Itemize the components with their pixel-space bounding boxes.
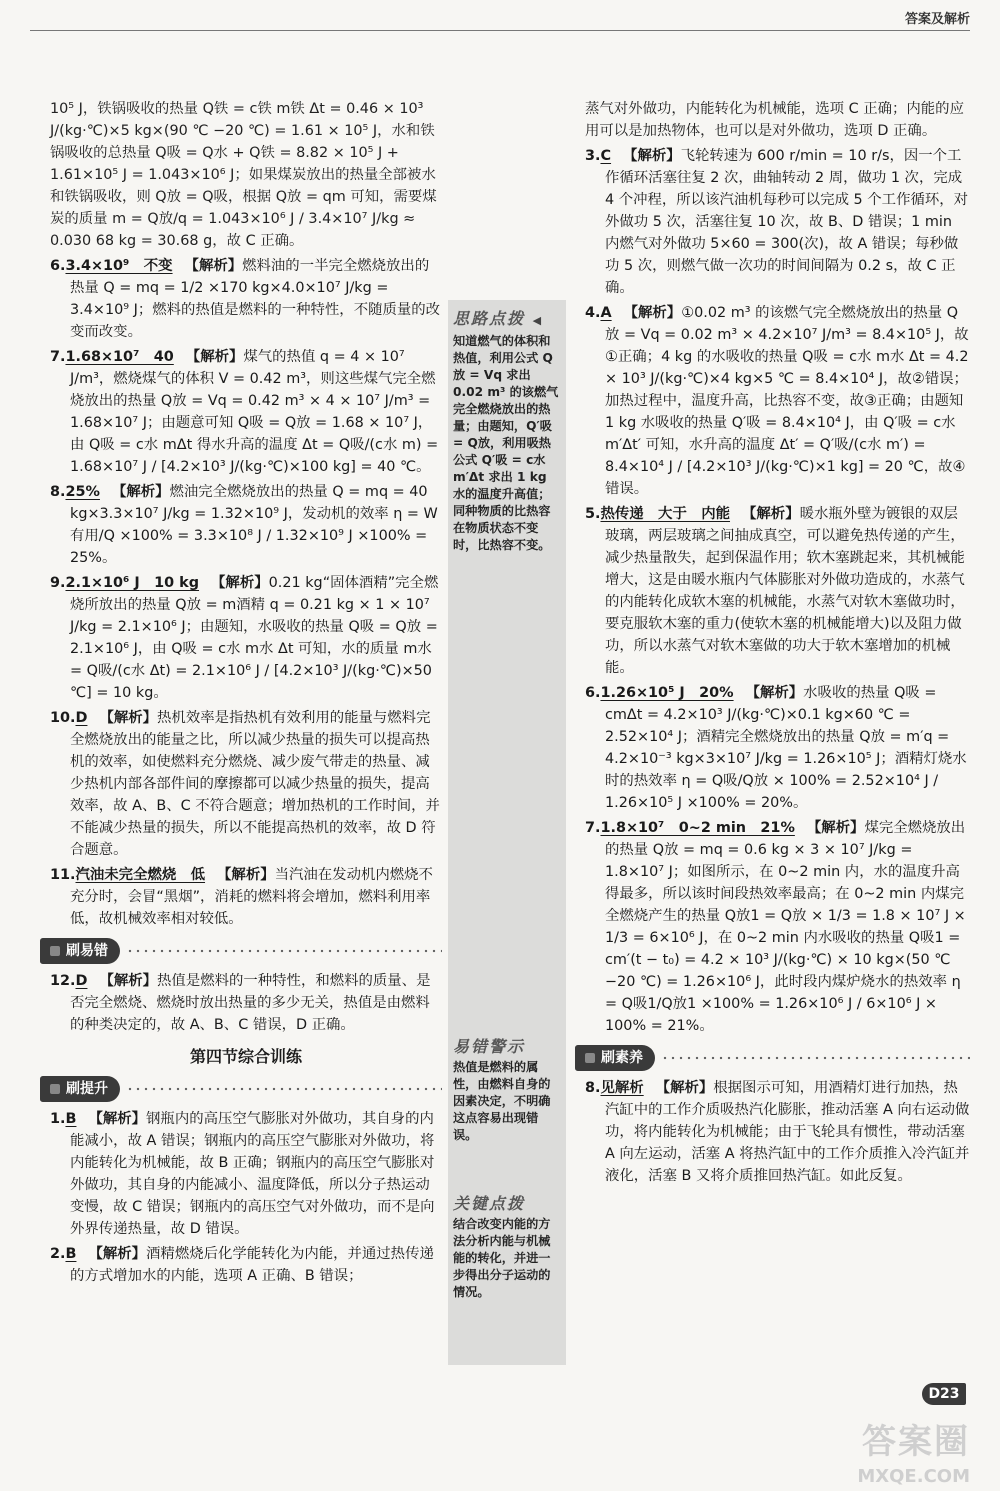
question-item (585, 302, 970, 500)
band-tisheng (40, 1076, 442, 1102)
analysis-tag: 【解析】 (185, 349, 244, 365)
note-guanjian-text: 结合改变内能的方法分析内能与机械能的转化，并进一步得出分子运动的情况。 (453, 1217, 551, 1299)
question-number: 1. (50, 1111, 66, 1127)
header-rule (30, 30, 970, 31)
analysis-text: 热机效率是指热机有效利用的能量与燃料完全燃烧放出的能量之比，所以减少热量的损失可以提高热机的效率，如使燃料充分燃烧、减少废气带走的热量、减少热机内部各部件间的摩擦都可以减少热量的损失，提高效率，故 A、B、C 不符合题意；增加热机的工作时间，并不能减少热量的损失，所以不能提高热机的效率，故 D 符合题意。 (70, 710, 440, 858)
analysis-tag: 【解析】 (742, 506, 800, 522)
band-icon (585, 1053, 595, 1063)
analysis-tag: 【解析】 (623, 148, 681, 164)
question-number: 11. (50, 867, 76, 883)
question-item (50, 1108, 442, 1240)
question-answer: 1.68×10⁷ 40 (65, 349, 174, 365)
question-number: 6. (585, 685, 601, 701)
note-guanjian-title: 关键点拨 (453, 1194, 526, 1213)
question-number: 12. (50, 973, 76, 989)
analysis-text: 根据图示可知，用酒精灯进行加热，热汽缸中的工作介质吸热汽化膨胀，推动活塞 A 向右运动做功，将内能转化为机械能；由于飞轮具有惯性，带动活塞 A 向左运动，活塞 A 将热汽缸中的工作介质推入冷汽缸并液化，活塞 B 又将介质推回热汽缸。如此反复。 (605, 1080, 970, 1184)
page-number: D23 (922, 1383, 966, 1405)
analysis-text: 水吸收的热量 Q吸 = cmΔt = 4.2×10³ J/(kg·℃)×0.1 kg×60 ℃ = 2.52×10⁴ J；酒精完全燃烧放出的热量 Q放 = m′q = 4.2×10⁻³ kg×3×10⁷ J/kg = 1.26×10⁵ J；酒精灯烧水时的热效率 η = Q吸/Q放 × 100% = 2.52×10⁴ J / 1.26×10⁵ J ×100% = 20%。 (605, 685, 967, 811)
band-dots (126, 949, 442, 953)
question-answer: 2.1×10⁶ J 10 kg (65, 575, 200, 591)
question-answer: 汽油未完全燃烧 低 (75, 867, 206, 883)
right-question-list-2 (585, 1077, 970, 1187)
band-dots (126, 1087, 442, 1091)
question-answer: A (600, 305, 612, 321)
note-yicuo-title: 易错警示 (453, 1037, 526, 1056)
note-silu-text: 知道燃气的体积和热值，利用公式 Q放 = Vq 求出 0.02 m³ 的该燃气完全燃烧放出的热量；由题知，Q′吸 = Q放，利用吸热公式 Q′吸 = c水 m′Δt 求出 1 kg 水的温度升高值；同种物质的比热容在物质状态不变时，比热容不变。 (453, 334, 559, 552)
question-item (585, 503, 970, 679)
band-suyang-label: 刷素养 (575, 1045, 655, 1071)
analysis-tag: 【解析】 (99, 973, 158, 989)
question-number: 8. (50, 484, 66, 500)
analysis-text: 煤完全燃烧放出的热量 Q放 = mq = 0.6 kg × 3 × 10⁷ J/kg = 1.8×10⁷ J；如图所示，在 0~2 min 内，水的温度升高得最多，所以该时间段热效率最高；在 0~2 min 内煤完全燃烧产生的热量 Q放1 = Q放 × 1/3 = 1.8 × 10⁷ J × 1/3 = 6×10⁶ J，在 0~2 min 内水吸收的热量 Q吸1 = cm′(t − t₀) = 4.2 × 10³ J/(kg·℃) × 10 kg×(50 ℃ −20 ℃) = 1.26×10⁶ J，此时段内煤炉烧水的热效率 η = Q吸1/Q放1 ×100% = 1.26×10⁶ J / 6×10⁶ J × 100% = 21%。 (605, 820, 966, 1034)
question-answer: 25% (65, 484, 100, 500)
analysis-tag: 【解析】 (211, 575, 269, 591)
band-tisheng-label: 刷提升 (40, 1076, 120, 1102)
question-answer: D (75, 973, 88, 989)
question-number: 7. (50, 349, 66, 365)
band-dots (661, 1056, 970, 1060)
analysis-text: 暖水瓶外壁为镀银的双层玻璃，两层玻璃之间抽成真空，可以避免热传递的产生，减少热量散失，起到保温作用；软木塞跳起来，其机械能增大，这是由暖水瓶内气体膨胀对外做功造成的，水蒸气的内能转化成软木塞的机械能，水蒸气对软木塞做功时，要克服软木塞的重力(使软木塞的机械能增大)以及阻力做功，所以水蒸气对软木塞做的功大于软木塞增加的机械能。 (605, 506, 965, 676)
left-question-list (50, 255, 442, 930)
analysis-tag: 【解析】 (217, 867, 275, 883)
question-number: 5. (585, 506, 601, 522)
note-yicuo (453, 1038, 561, 1144)
right-column (585, 98, 970, 1190)
analysis-text: 钢瓶内的高压空气膨胀对外做功，其自身的内能减小，故 A 错误；钢瓶内的高压空气膨胀对外做功，将内能转化为机械能，故 B 正确；钢瓶内的高压空气膨胀对外做功，其自身的内能减小、温度降低，所以分子热运动变慢，故 C 错误；钢瓶内的高压空气对外做功，而不是向外界传递热量，故 D 错误。 (70, 1111, 435, 1237)
header-title: 答案及解析 (904, 12, 970, 27)
right-question-list (585, 145, 970, 1037)
section-title: 第四节综合训练 (189, 1047, 302, 1066)
question-item (50, 970, 442, 1036)
analysis-tag: 【解析】 (623, 305, 682, 321)
note-silu (453, 310, 561, 554)
question-item (585, 817, 970, 1037)
question-answer: 1.26×10⁵ J 20% (600, 685, 734, 701)
question-answer: 见解析 (600, 1080, 644, 1096)
analysis-text: 酒精燃烧后化学能转化为内能，并通过热传递的方式增加水的内能，选项 A 正确、B 错误； (70, 1246, 434, 1284)
question-answer: C (600, 148, 612, 164)
question-item (50, 707, 442, 861)
question-item (50, 346, 442, 478)
left-question-list-2 (50, 970, 442, 1036)
watermark-logo: 答案圈 (862, 1422, 970, 1462)
question-number: 6. (50, 258, 66, 274)
question-item (50, 864, 442, 930)
left-question-list-3 (50, 1108, 442, 1287)
band-icon (50, 946, 60, 956)
analysis-text: 燃油完全燃烧放出的热量 Q = mq = 40 kg×3.3×10⁷ J/kg = 1.32×10⁹ J，发动机的效率 η = W有用/Q ×100% = 3.3×10⁸ J / 1.32×10⁹ J ×100% = 25%。 (70, 484, 438, 566)
question-item (50, 1243, 442, 1287)
question-answer: 3.4×10⁹ 不变 (65, 258, 173, 274)
question-number: 7. (585, 820, 601, 836)
question-item (585, 682, 970, 814)
analysis-tag: 【解析】 (88, 1246, 147, 1262)
analysis-text: 煤气的热值 q = 4 × 10⁷ J/m³，燃烧煤气的体积 V = 0.42 m³，则这些煤气完全燃烧放出的热量 Q放 = Vq = 0.42 m³ × 4 × 10⁷ J/m³ = 1.68×10⁷ J；由题意可知 Q吸 = Q放 = 1.68 × 10⁷ J，由 Q吸 = c水 mΔt 得水升高的温度 Δt = Q吸/(c水 m) = 1.68×10⁷ J / [4.2×10³ J/(kg·℃)×100 kg] = 40 ℃。 (70, 349, 439, 475)
analysis-text: 当汽油在发动机内燃烧不充分时，会冒“黑烟”，消耗的燃料将会增加，燃料利用率低，故机械效率相对较低。 (70, 867, 433, 927)
analysis-tag: 【解析】 (111, 484, 170, 500)
watermark-url: MXQE.COM (857, 1466, 970, 1487)
triangle-icon: ◀ (532, 314, 544, 327)
analysis-text: 燃料油的一半完全燃烧放出的热量 Q = mq = 1/2 ×170 kg×4.0×10⁷ J/kg = 3.4×10⁹ J；燃料的热值是燃料的一种特性，不随质量的改变而改变。 (70, 258, 441, 340)
question-answer: B (65, 1246, 77, 1262)
analysis-tag: 【解析】 (184, 258, 243, 274)
question-answer: 热传递 大于 内能 (600, 506, 731, 522)
band-suyang (575, 1045, 970, 1071)
question-number: 10. (50, 710, 76, 726)
question-number: 2. (50, 1246, 66, 1262)
question-answer: D (75, 710, 88, 726)
note-silu-title: 思路点拨 ◀ (453, 309, 544, 328)
question-number: 9. (50, 575, 66, 591)
analysis-tag: 【解析】 (806, 820, 865, 836)
right-lead-text: 蒸气对外做功，内能转化为机械能，选项 C 正确；内能的应用可以是加热物体，也可以是对外做功，选项 D 正确。 (585, 101, 964, 139)
question-answer: 1.8×10⁷ 0~2 min 21% (600, 820, 795, 836)
question-item (585, 1077, 970, 1187)
analysis-text: 飞轮转速为 600 r/min = 10 r/s，因一个工作循环活塞往复 2 次，曲轴转动 2 周，做功 1 次，完成 4 个冲程，所以该汽油机每秒可以完成 5 个工作循环，对外做功 5 次，活塞往复 10 次，故 B、D 错误；1 min 内燃气对外做功 5×60 = 300(次)，故 A 错误；每秒做功 5 次，则燃气做一次功的时间间隔为 0.2 s，故 C 正确。 (605, 148, 969, 296)
note-guanjian (453, 1195, 561, 1301)
analysis-tag: 【解析】 (655, 1080, 714, 1096)
left-lead-text: 10⁵ J，铁锅吸收的热量 Q铁 = c铁 m铁 Δt = 0.46 × 10³ J/(kg·℃)×5 kg×(90 ℃ −20 ℃) = 1.61 × 10⁵ J，水和铁锅吸收的总热量 Q吸 = Q水 + Q铁 = 8.82 × 10⁵ J + 1.61×10⁵ J = 1.043×10⁶ J；如果煤炭放出的热量全部被水和铁锅吸收，则 Q放 = Q吸，根据 Q放 = qm 可知，需要煤炭的质量 m = Q放/q = 1.043×10⁶ J / 3.4×10⁷ J/kg ≈ 0.030 68 kg = 30.68 g，故 C 正确。 (50, 101, 437, 249)
analysis-tag: 【解析】 (99, 710, 158, 726)
question-number: 3. (585, 148, 601, 164)
question-item (50, 572, 442, 704)
sidebar-notes (448, 300, 566, 1365)
question-item (585, 145, 970, 299)
left-column (50, 98, 442, 1290)
note-yicuo-text: 热值是燃料的属性，由燃料自身的因素决定，不明确这点容易出现错误。 (453, 1060, 551, 1142)
question-item (50, 481, 442, 569)
question-answer: B (65, 1111, 77, 1127)
band-icon (50, 1084, 60, 1094)
band-yicuo-label: 刷易错 (40, 938, 120, 964)
question-number: 4. (585, 305, 601, 321)
analysis-text: 热值是燃料的一种特性，和燃料的质量、是否完全燃烧、燃烧时放出热量的多少无关，热值是由燃料的种类决定的，故 A、B、C 错误，D 正确。 (70, 973, 431, 1033)
question-number: 8. (585, 1080, 601, 1096)
analysis-tag: 【解析】 (745, 685, 804, 701)
analysis-tag: 【解析】 (88, 1111, 147, 1127)
band-yicuo (40, 938, 442, 964)
analysis-text: 0.21 kg“固体酒精”完全燃烧所放出的热量 Q放 = m酒精 q = 0.21 kg × 1 × 10⁷ J/kg = 2.1×10⁶ J；由题知，水吸收的热量 Q吸 = Q放 = 2.1×10⁶ J，由 Q吸 = c水 m水 Δt 可知，水的质量 m水 = Q吸/(c水 Δt) = 2.1×10⁶ J / [4.2×10³ J/(kg·℃)×50 ℃] = 10 kg。 (70, 575, 439, 701)
question-item (50, 255, 442, 343)
analysis-text: ①0.02 m³ 的该燃气完全燃烧放出的热量 Q放 = Vq = 0.02 m³ × 4.2×10⁷ J/m³ = 8.4×10⁵ J，故①正确；4 kg 的水吸收的热量 Q吸 = c水 m水 Δt = 4.2 × 10³ J/(kg·℃)×4 kg×5 ℃ = 8.4×10⁴ J，故②错误；加热过程中，温度升高，比热容不变，故③正确；由题知 1 kg 水吸收的热量 Q′吸 = 8.4×10⁴ J，由 Q′吸 = c水 m′Δt′ 可知，水升高的温度 Δt′ = Q′吸/(c水 m′) = 8.4×10⁴ J / [4.2×10³ J/(kg·℃)×1 kg] = 20 ℃，故④错误。 (605, 305, 969, 497)
